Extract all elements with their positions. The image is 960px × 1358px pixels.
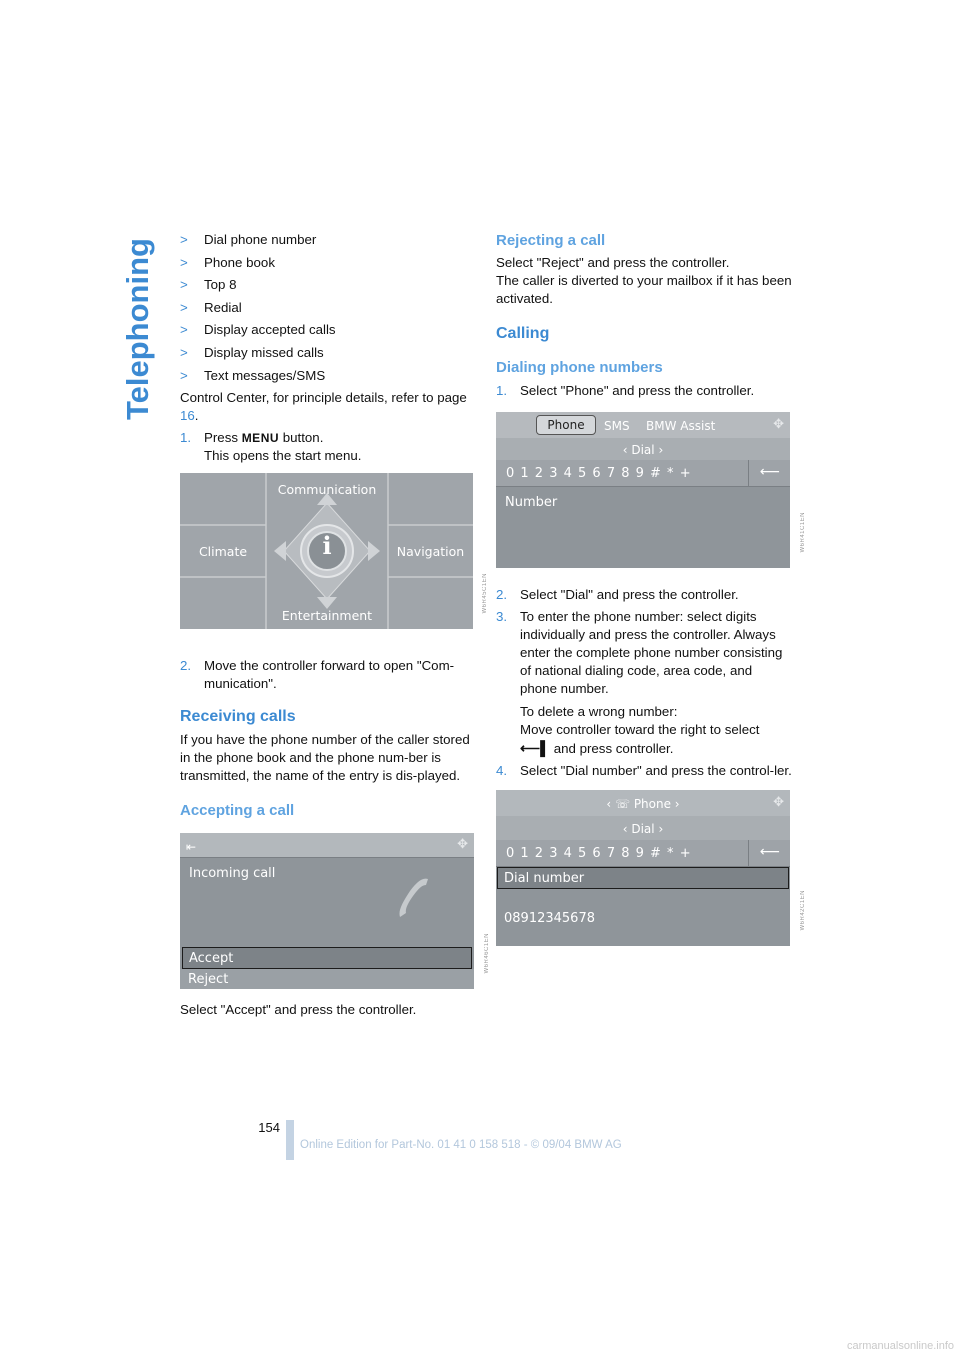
move-icon[interactable]: ✥ bbox=[773, 417, 784, 432]
watermark: carmanualsonline.info bbox=[846, 1340, 954, 1352]
move-icon[interactable]: ✥ bbox=[773, 795, 784, 810]
dial-selector[interactable]: ‹ Dial › bbox=[622, 822, 664, 836]
heading-dialing-numbers: Dialing phone numbers bbox=[496, 359, 663, 376]
tab-phone[interactable]: Phone bbox=[536, 415, 596, 435]
bullet-marker: > bbox=[180, 367, 188, 383]
menu-navigation[interactable]: Navigation bbox=[396, 544, 465, 560]
start-menu-screenshot bbox=[180, 473, 473, 629]
phone-selector[interactable]: ‹ ☏ Phone › bbox=[606, 797, 680, 811]
feature-list bbox=[180, 231, 476, 385]
left-column bbox=[180, 231, 490, 1023]
feature-list-item: > Display missed calls bbox=[180, 344, 324, 360]
edition-note: Online Edition for Part-No. 01 41 0 158 518 - © 09/04 BMW AG bbox=[300, 1139, 622, 1151]
bullet-marker: > bbox=[180, 299, 188, 315]
heading-accepting-call: Accepting a call bbox=[180, 802, 295, 820]
number-label: Number bbox=[505, 495, 558, 510]
menu-climate[interactable]: Climate bbox=[198, 544, 248, 560]
bullet-marker: > bbox=[180, 277, 188, 293]
menu-button-icon: MENU bbox=[241, 431, 280, 446]
rejecting-text-1: Select "Reject" and press the controller. bbox=[496, 255, 730, 270]
step-r4: 4. Select "Dial number" and press the control-ler. bbox=[496, 763, 792, 778]
image-code: W6R42C1EN bbox=[800, 890, 806, 931]
dial-number-screenshot bbox=[496, 790, 790, 946]
phone-handset-icon bbox=[388, 873, 438, 929]
phone-screen-screenshot bbox=[496, 412, 790, 568]
control-center-note: Control Center, for principle details, refer to page 16. bbox=[180, 390, 467, 424]
image-code: W6R45C1EN bbox=[482, 573, 488, 614]
step-r2: 2. Select "Dial" and press the controller. bbox=[496, 587, 739, 602]
incoming-call-title: Incoming call bbox=[189, 866, 276, 882]
heading-rejecting-call: Rejecting a call bbox=[496, 232, 606, 249]
backspace-icon[interactable]: ⟵ bbox=[759, 464, 780, 480]
backspace-icon[interactable]: ⟵ bbox=[759, 844, 780, 860]
right-column bbox=[496, 231, 806, 950]
feature-list-item: > Redial bbox=[180, 299, 242, 315]
accepting-text: Select "Accept" and press the controller. bbox=[180, 1002, 417, 1018]
page-number: 154 bbox=[258, 1120, 280, 1135]
info-icon: i bbox=[322, 531, 332, 561]
dial-number-option[interactable]: Dial number bbox=[497, 867, 789, 889]
menu-communication[interactable]: Communication bbox=[277, 482, 377, 498]
feature-list-item: > Dial phone number bbox=[180, 232, 317, 247]
digit-speller[interactable]: 0 1 2 3 4 5 6 7 8 9 # * + bbox=[506, 846, 692, 861]
back-icon[interactable]: ⇤ bbox=[186, 840, 197, 855]
tab-sms[interactable]: SMS bbox=[604, 419, 630, 433]
menu-entertainment[interactable]: Entertainment bbox=[281, 608, 373, 624]
bullet-marker: > bbox=[180, 344, 188, 360]
image-code: W6R41C1EN bbox=[800, 512, 806, 553]
bullet-marker: > bbox=[180, 322, 188, 338]
section-title bbox=[112, 232, 156, 422]
feature-list-item: > Top 8 bbox=[180, 277, 237, 293]
feature-list-item: > Text messages/SMS bbox=[180, 367, 326, 383]
footer-bar bbox=[286, 1120, 294, 1160]
svg-text:Telephoning: Telephoning bbox=[120, 238, 155, 420]
tab-bmw-assist[interactable]: BMW Assist bbox=[646, 419, 716, 433]
bullet-marker: > bbox=[180, 232, 188, 247]
feature-list-item: > Display accepted calls bbox=[180, 322, 336, 338]
heading-receiving-calls: Receiving calls bbox=[180, 708, 296, 726]
heading-calling: Calling bbox=[496, 325, 550, 342]
backspace-icon: ⟵▌ bbox=[520, 740, 550, 756]
bullet-marker: > bbox=[180, 254, 188, 270]
rejecting-text-2: The caller is diverted to your mailbox if it has been activated. bbox=[496, 273, 792, 306]
entered-number: 08912345678 bbox=[504, 911, 595, 926]
step-r3: 3. To enter the phone number: select digits individually and press the controller. Always enter the complete phone number consisting of national dialing code, area code, and phone number. To delete a wrong number: Move controller toward the right to select ⟵▌ and press controller. bbox=[496, 609, 783, 756]
receiving-text: If you have the phone number of the caller stored in the phone book and the phone num-ber is transmitted, the name of the entry is dis-played. bbox=[180, 732, 470, 784]
digit-speller[interactable]: 0 1 2 3 4 5 6 7 8 9 # * + bbox=[506, 466, 692, 481]
page-link[interactable]: 16 bbox=[180, 408, 195, 424]
step-1: 1. Press MENU button. This opens the start menu. bbox=[180, 430, 362, 464]
reject-option[interactable]: Reject bbox=[180, 969, 474, 989]
dial-selector[interactable]: ‹ Dial › bbox=[622, 443, 664, 457]
accept-option[interactable]: Accept bbox=[182, 947, 472, 969]
move-icon[interactable]: ✥ bbox=[457, 837, 468, 853]
step-r1: 1. Select "Phone" and press the controller. bbox=[496, 383, 755, 398]
step-2: 2. Move the controller forward to open "Com-munication". bbox=[180, 658, 455, 692]
image-code: W6R46C1EN bbox=[484, 933, 490, 974]
feature-list-item: > Phone book bbox=[180, 254, 275, 270]
incoming-call-screenshot bbox=[180, 833, 474, 989]
